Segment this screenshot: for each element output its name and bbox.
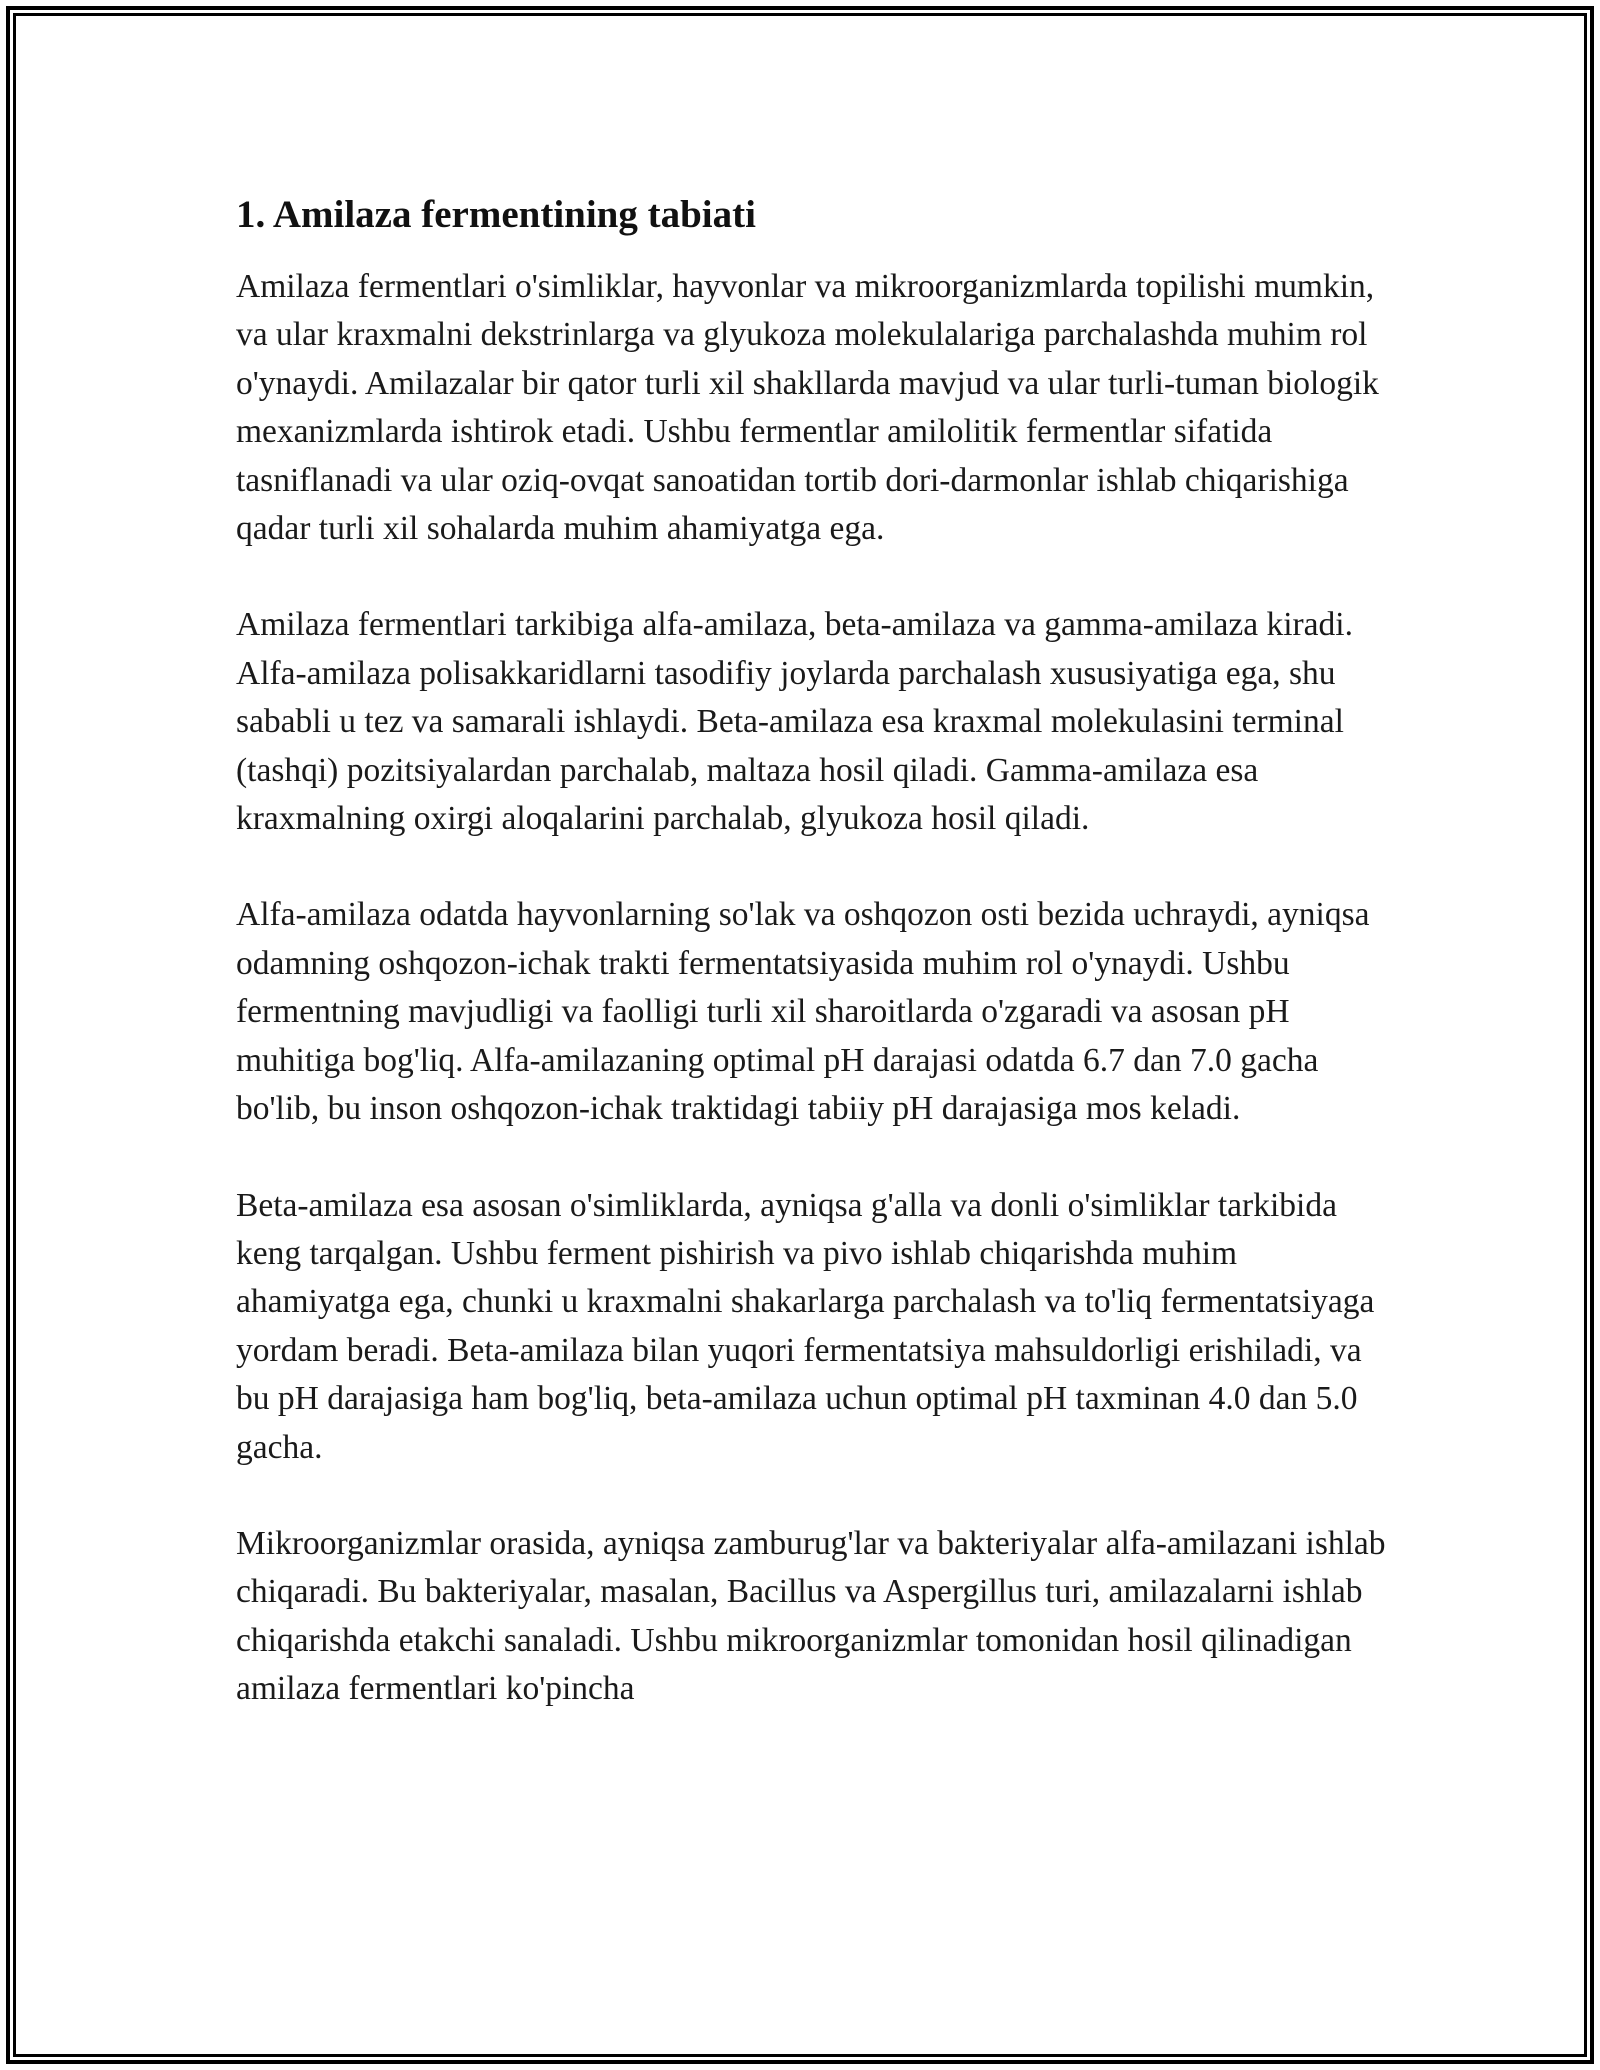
paragraph-1: Amilaza fermentlari o'simliklar, hayvonlar va mikroorganizmlarda topilishi mumkin, va ular kraxmalni dekstrinlarga va glyukoza molekulalariga parchalashda muhim rol o'ynaydi. Amilazalar bir qator turli xil shakllarda mavjud va ular turli-tuman biologik mexanizmlarda ishtirok etadi. Ushbu fermentlar amilolitik fermentlar sifatida tasniflanadi va ular oziq-ovqat sanoatidan tortib dori-darmonlar ishlab chiqarishiga qadar turli xil sohalarda muhim ahamiyatga ega.: [236, 268, 1379, 548]
paragraph-3: Alfa-amilaza odatda hayvonlarning so'lak va oshqozon osti bezida uchraydi, ayniqsa odamning oshqozon-ichak trakti fermentatsiyasida muhim rol o'ynaydi. Ushbu fermentning mavjudligi va faolligi turli xil sharoitlarda o'zgaradi va asosan pH muhitiga bog'liq. Alfa-amilazaning optimal pH darajasi odatda 6.7 dan 7.0 gacha bo'lib, bu inson oshqozon-ichak traktidagi tabiiy pH darajasiga mos keladi.: [236, 896, 1370, 1128]
document-body: [236, 183, 1386, 1762]
section-heading: 1. Amilaza fermentining tabiati: [236, 193, 756, 236]
paragraph-4: Beta-amilaza esa asosan o'simliklarda, ayniqsa g'alla va donli o'simliklar tarkibida keng tarqalgan. Ushbu ferment pishirish va pivo ishlab chiqarishda muhim ahamiyatga ega, chunki u kraxmalni shakarlarga parchalash va to'liq fermentatsiyaga yordam beradi. Beta-amilaza bilan yuqori fermentatsiya mahsuldorligi erishiladi, va bu pH darajasiga ham bog'liq, beta-amilaza uchun optimal pH taxminan 4.0 dan 5.0 gacha.: [236, 1186, 1375, 1466]
paragraph-5: Mikroorganizmlar orasida, ayniqsa zamburug'lar va bakteriyalar alfa-amilazani ishlab chiqaradi. Bu bakteriyalar, masalan, Bacillus va Aspergillus turi, amilazalarni ishlab chiqarishda etakchi sanaladi. Ushbu mikroorganizmlar tomonidan hosil qilinadigan amilaza fermentlari ko'pincha: [236, 1524, 1386, 1708]
paragraph-2: Amilaza fermentlari tarkibiga alfa-amilaza, beta-amilaza va gamma-amilaza kiradi. Alfa-amilaza polisakkaridlarni tasodifiy joylarda parchalash xususiyatiga ega, shu sababli u tez va samarali ishlaydi. Beta-amilaza esa kraxmal molekulasini terminal (tashqi) pozitsiyalardan parchalab, maltaza hosil qiladi. Gamma-amilaza esa kraxmalning oxirgi aloqalarini parchalab, glyukoza hosil qiladi.: [236, 606, 1353, 838]
